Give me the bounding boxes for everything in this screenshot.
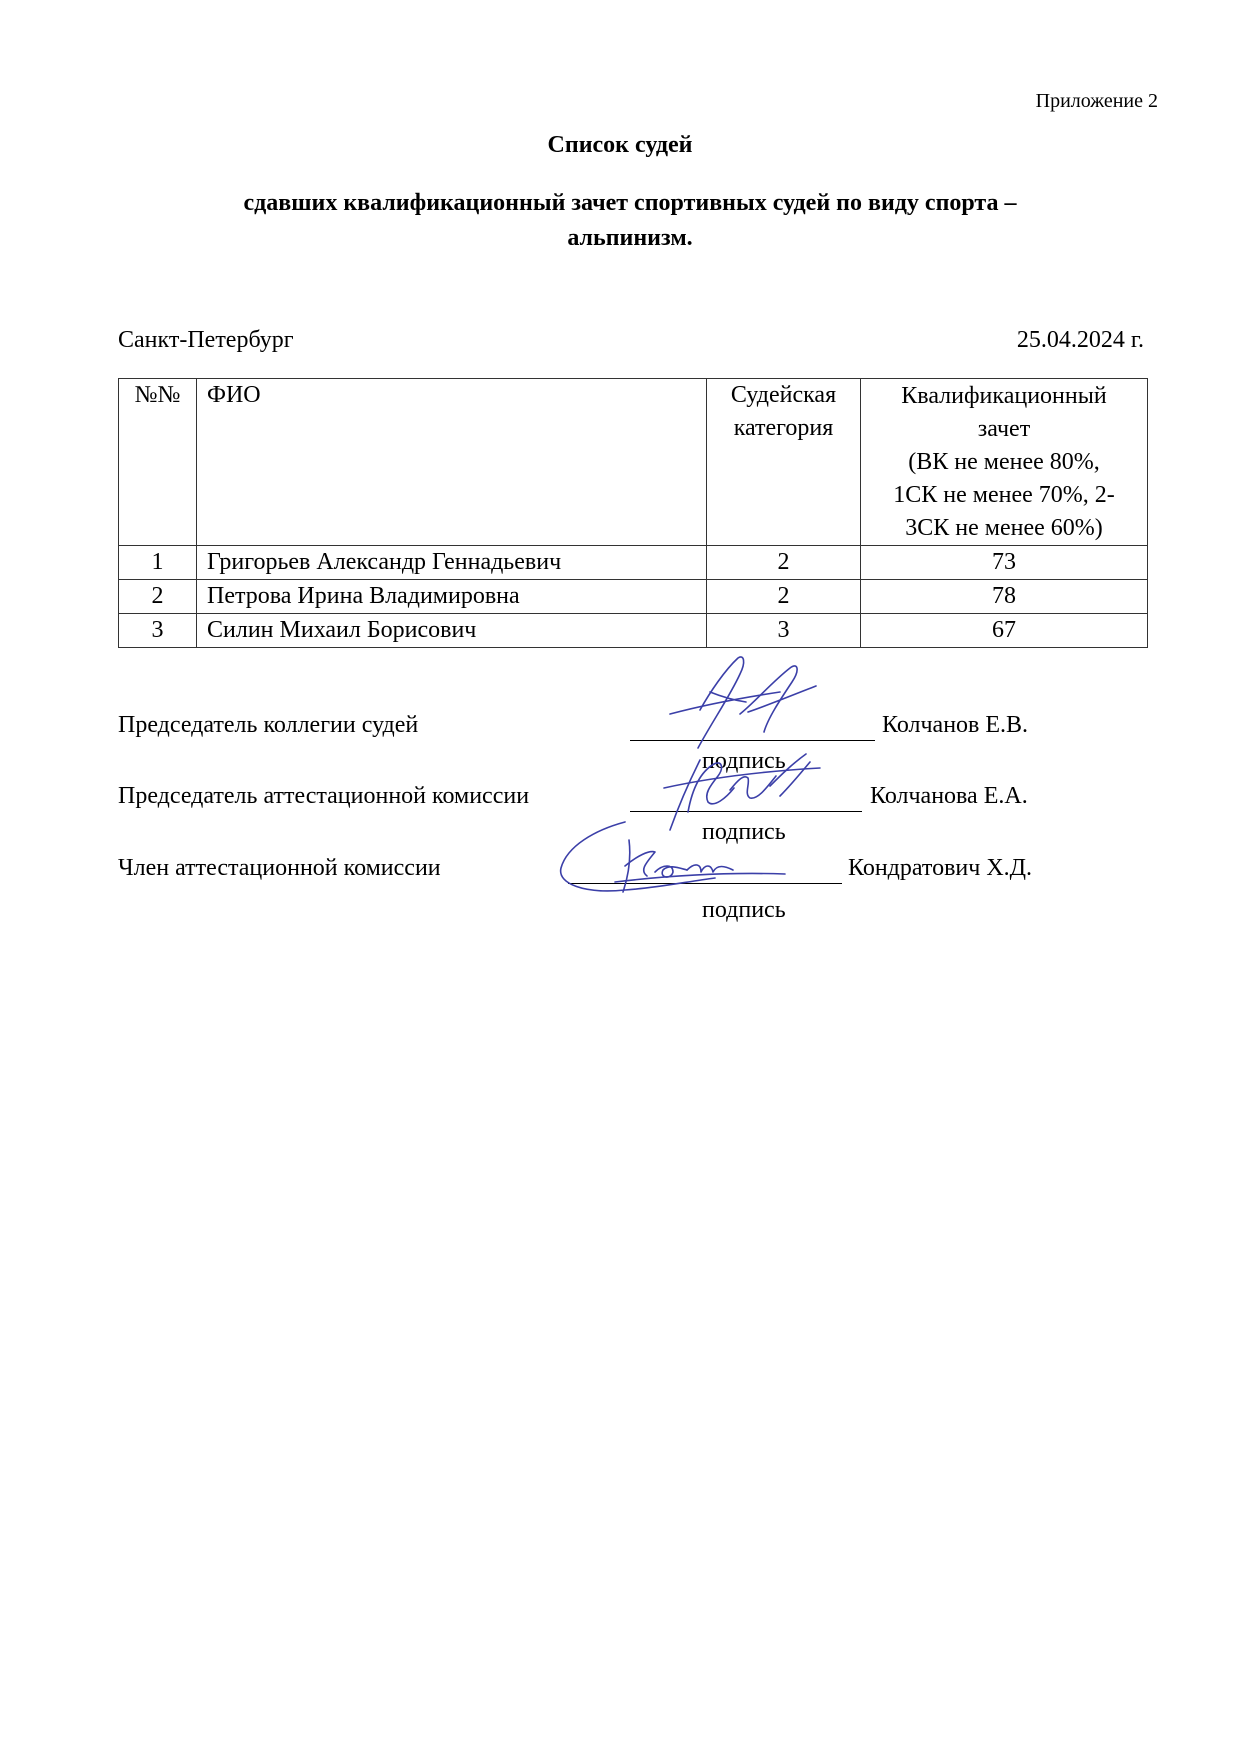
cell-category: 3: [707, 614, 861, 648]
signature-caption: подпись: [702, 897, 786, 923]
header-score-line: зачет: [977, 416, 1031, 442]
cell-name: Силин Михаил Борисович: [197, 614, 707, 648]
subtitle-line-2: альпинизм.: [567, 225, 693, 251]
signature-role: Член аттестационной комиссии: [118, 855, 441, 881]
signature-line: [630, 783, 862, 812]
cell-name: Петрова Ирина Владимировна: [197, 580, 707, 614]
signature-line: [568, 855, 842, 884]
signature-name: Колчанова Е.А.: [870, 783, 1028, 809]
signature-caption: подпись: [702, 819, 786, 845]
cell-num: 1: [119, 546, 197, 580]
appendix-label: Приложение 2: [1035, 90, 1158, 112]
cell-num: 2: [119, 580, 197, 614]
cell-score: 67: [861, 614, 1148, 648]
table-row: [119, 614, 1148, 648]
cell-name: Григорьев Александр Геннадьевич: [197, 546, 707, 580]
document-subtitle: [130, 186, 1130, 256]
city: Санкт-Петербург: [118, 327, 294, 353]
cell-score: 78: [861, 580, 1148, 614]
header-category: [707, 379, 861, 546]
header-name: ФИО: [197, 379, 707, 546]
header-score: [861, 379, 1148, 546]
table-header-row: [119, 379, 1148, 546]
table-row: [119, 546, 1148, 580]
signature-caption: подпись: [702, 748, 786, 774]
subtitle-line-1: сдавших квалификационный зачет спортивных судей по виду спорта –: [243, 190, 1017, 216]
header-num: №№: [119, 379, 197, 546]
cell-score: 73: [861, 546, 1148, 580]
judges-table: [118, 378, 1148, 648]
date: 25.04.2024 г.: [1016, 327, 1144, 353]
table-row: [119, 580, 1148, 614]
handwritten-signature-1: [640, 652, 840, 760]
cell-category: 2: [707, 580, 861, 614]
header-score-line: (ВК не менее 80%,: [908, 449, 1100, 475]
signature-name: Кондратович Х.Д.: [848, 855, 1033, 881]
cell-num: 3: [119, 614, 197, 648]
signature-role: Председатель аттестационной комиссии: [118, 783, 530, 809]
header-score-line: Квалификационный: [901, 383, 1107, 409]
signature-line: [630, 712, 875, 741]
header-category-line: категория: [733, 415, 834, 441]
document-title: Список судей: [547, 132, 693, 158]
cell-category: 2: [707, 546, 861, 580]
header-score-line: 3СК не менее 60%): [905, 515, 1103, 541]
signature-role: Председатель коллегии судей: [118, 712, 419, 738]
header-score-line: 1СК не менее 70%, 2-: [893, 482, 1115, 508]
header-category-line: Судейская: [730, 382, 837, 408]
signature-name: Колчанов Е.В.: [882, 712, 1029, 738]
